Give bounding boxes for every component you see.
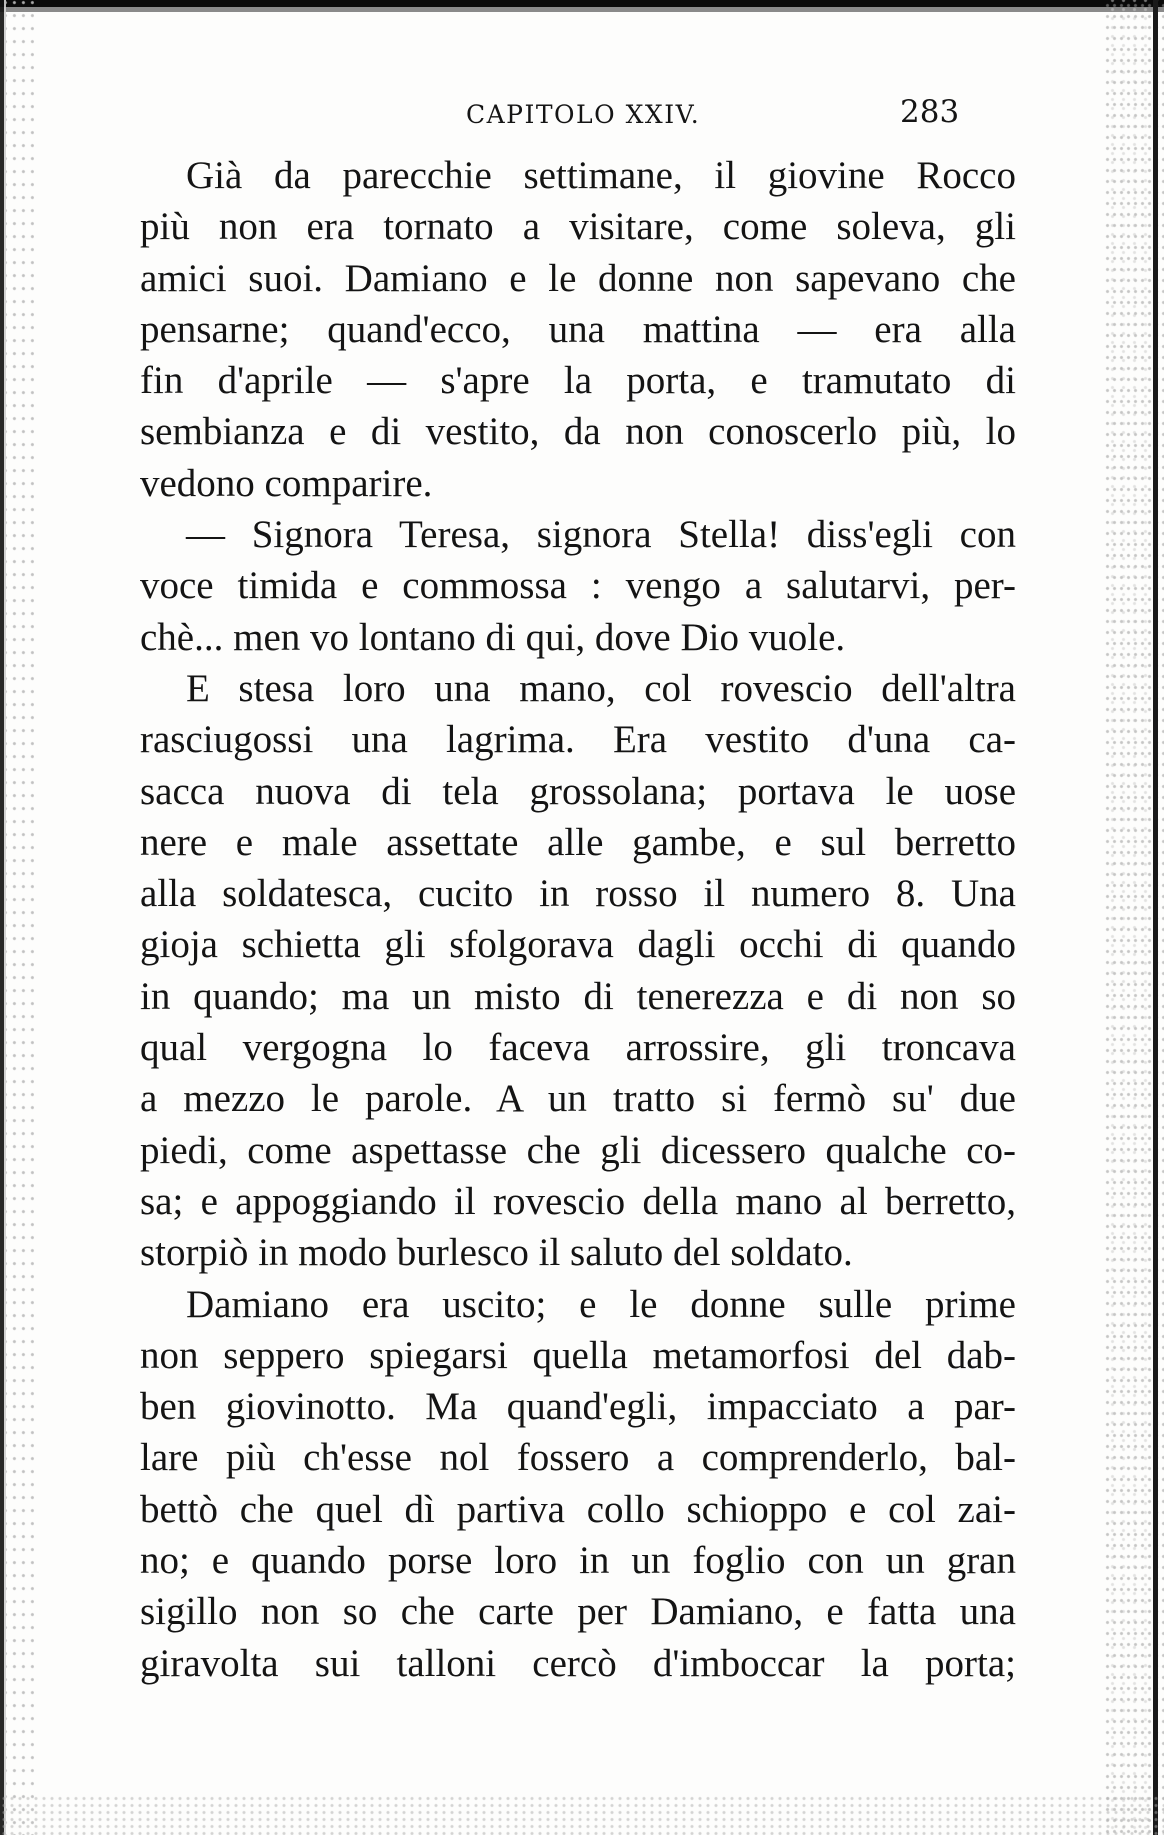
scan-edge-right-bar: [1153, 0, 1158, 1835]
scan-edge-top: [0, 0, 1164, 12]
page-number: 283: [900, 94, 960, 130]
text-line: amici suoi. Damiano e le donne non sapevano che: [140, 256, 1016, 300]
running-head: CAPITOLO XXIV.: [466, 100, 701, 129]
text-line: bettò che quel dì partiva collo schioppo e col zai-: [140, 1487, 1016, 1531]
text-line: gioja schietta gli sfolgorava dagli occhi di quando: [140, 923, 1016, 967]
body-text: [140, 150, 1016, 1689]
text-line: non seppero spiegarsi quella metamorfosi del dab-: [140, 1333, 1016, 1377]
text-line: lare più ch'esse nol fossero a comprenderlo, bal-: [140, 1436, 1016, 1480]
scan-edge-left: [0, 0, 34, 1835]
text-line: voce timida e commossa : vengo a salutarvi, per-: [140, 564, 1016, 608]
scan-edge-bottom: [0, 1795, 1164, 1835]
text-line: vedono comparire.: [140, 461, 433, 505]
text-line: a mezzo le parole. A un tratto si fermò su' due: [140, 1077, 1016, 1121]
text-line: piedi, come aspettasse che gli dicessero qualche co-: [140, 1128, 1016, 1172]
text-line: chè... men vo lontano di qui, dove Dio vuole.: [140, 615, 846, 659]
text-line: sigillo non so che carte per Damiano, e fatta una: [140, 1590, 1016, 1634]
text-line: nere e male assettate alle gambe, e sul berretto: [140, 820, 1016, 864]
text-line: in quando; ma un misto di tenerezza e di non so: [140, 974, 1016, 1018]
text-line: giravolta sui talloni cercò d'imboccar la porta;: [140, 1641, 1016, 1685]
text-line: sembianza e di vestito, da non conoscerlo più, lo: [140, 410, 1016, 454]
text-line: qual vergogna lo faceva arrossire, gli troncava: [140, 1026, 1016, 1070]
text-line: sacca nuova di tela grossolana; portava le uose: [140, 769, 1016, 813]
text-line: più non era tornato a visitare, come soleva, gli: [140, 205, 1016, 249]
text-line: ben giovinotto. Ma quand'egli, impacciato a par-: [140, 1385, 1016, 1429]
text-line: no; e quando porse loro in un foglio con un gran: [140, 1539, 1016, 1583]
text-line: Damiano era uscito; e le donne sulle prime: [186, 1282, 1016, 1326]
text-line: pensarne; quand'ecco, una mattina — era alla: [140, 307, 1016, 351]
text-line: storpiò in modo burlesco il saluto del soldato.: [140, 1231, 853, 1275]
text-line: sa; e appoggiando il rovescio della mano al berretto,: [140, 1179, 1016, 1223]
text-line: fin d'aprile — s'apre la porta, e tramutato di: [140, 359, 1016, 403]
text-line: Già da parecchie settimane, il giovine Rocco: [186, 154, 1016, 197]
text-line: — Signora Teresa, signora Stella! diss'egli con: [186, 513, 1016, 557]
text-line: E stesa loro una mano, col rovescio dell'altra: [186, 666, 1016, 710]
text-line: alla soldatesca, cucito in rosso il numero 8. Una: [140, 872, 1016, 916]
text-line: rasciugossi una lagrima. Era vestito d'una ca-: [140, 718, 1016, 762]
